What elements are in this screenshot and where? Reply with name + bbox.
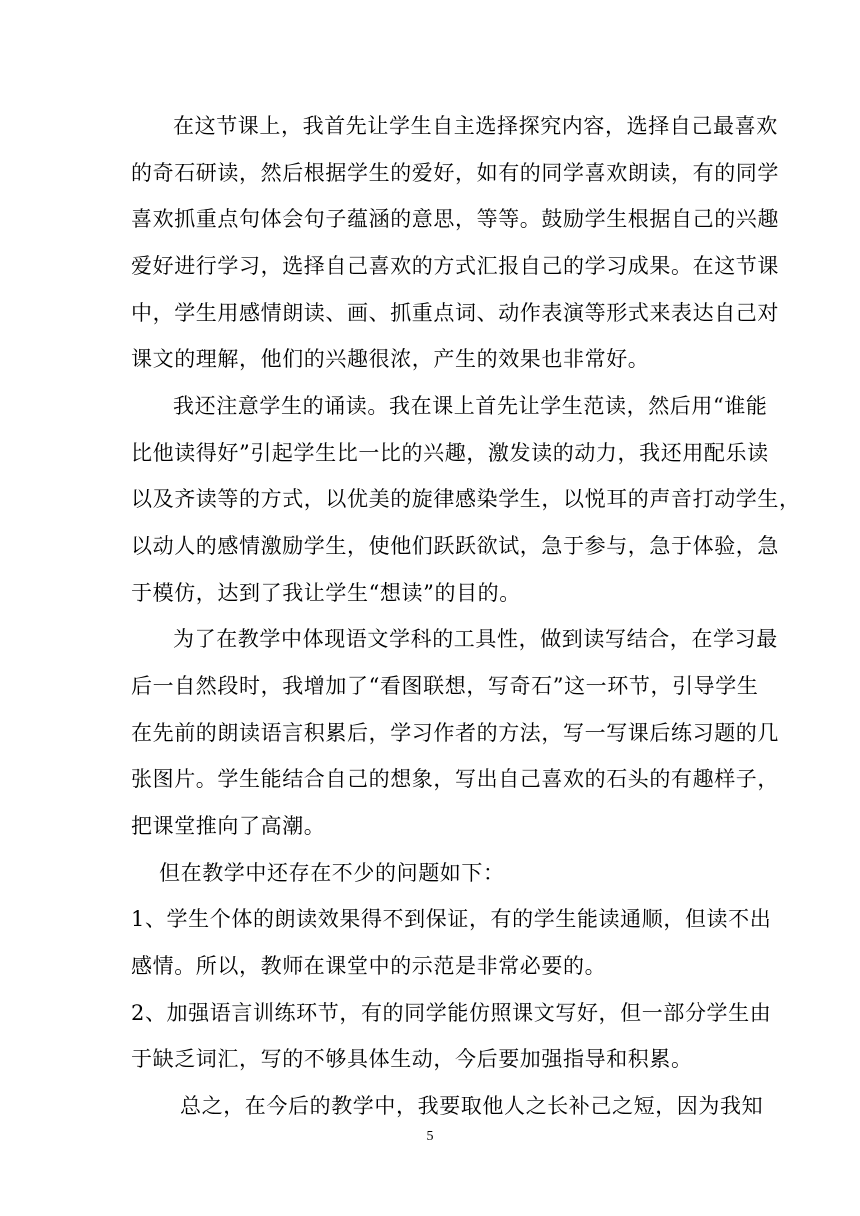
paragraph-1-line-6: 课文的理解，他们的兴趣很浓，产生的效果也非常好。 [131, 347, 650, 371]
paragraph-3-line-4: 张图片。学生能结合自己的想象，写出自己喜欢的石头的有趣样子， [131, 767, 779, 791]
list-item-1-line-2: 感情。所以，教师在课堂中的示范是非常必要的。 [131, 954, 607, 978]
paragraph-3-line-1: 为了在教学中体现语文学科的工具性，做到读写结合，在学习最 [173, 627, 778, 651]
paragraph-3-line-2: 后一自然段时，我增加了“看图联想，写奇石”这一环节，引导学生 [131, 674, 759, 698]
paragraph-1-line-1: 在这节课上，我首先让学生自主选择探究内容，选择自己最喜欢 [173, 114, 778, 138]
paragraph-2-line-4: 以动人的感情激励学生，使他们跃跃欲试，急于参与，急于体验，急 [131, 534, 779, 558]
paragraph-2-line-2: 比他读得好”引起学生比一比的兴趣，激发读的动力，我还用配乐读 [131, 441, 769, 465]
paragraph-3-line-3: 在先前的朗读语言积累后，学习作者的方法，写一写课后练习题的几 [131, 721, 779, 745]
paragraph-3-line-5: 把课堂推向了高潮。 [131, 814, 326, 838]
paragraph-1-line-4: 爱好进行学习，选择自己喜欢的方式汇报自己的学习成果。在这节课 [131, 254, 779, 278]
paragraph-1-line-5: 中，学生用感情朗读、画、抓重点词、动作表演等形式来表达自己对 [131, 301, 779, 325]
paragraph-1-line-2: 的奇石研读，然后根据学生的爱好，如有的同学喜欢朗读，有的同学 [131, 161, 779, 185]
paragraph-1-line-3: 喜欢抓重点句体会句子蕴涵的意思，等等。鼓励学生根据自己的兴趣 [131, 207, 779, 231]
list-item-2-line-2: 于缺乏词汇，写的不够具体生动，今后要加强指导和积累。 [131, 1047, 693, 1071]
paragraph-2-line-1: 我还注意学生的诵读。我在课上首先让学生范读，然后用“谁能 [173, 394, 768, 418]
page-number: 5 [426, 1129, 434, 1144]
paragraph-2-line-3: 以及齐读等的方式，以优美的旋律感染学生，以悦耳的声音打动学生， [131, 487, 801, 511]
paragraph-2-line-5: 于模仿，达到了我让学生“想读”的目的。 [131, 581, 521, 605]
problems-heading: 但在教学中还存在不少的问题如下： [159, 861, 505, 885]
conclusion-line-1: 总之，在今后的教学中，我要取他人之长补己之短，因为我知 [180, 1094, 764, 1118]
list-item-2-line-1: 2、加强语言训练环节，有的同学能仿照课文写好，但一部分学生由 [131, 1001, 772, 1025]
list-item-1-line-1: 1、学生个体的朗读效果得不到保证，有的学生能读通顺，但读不出 [131, 907, 772, 931]
